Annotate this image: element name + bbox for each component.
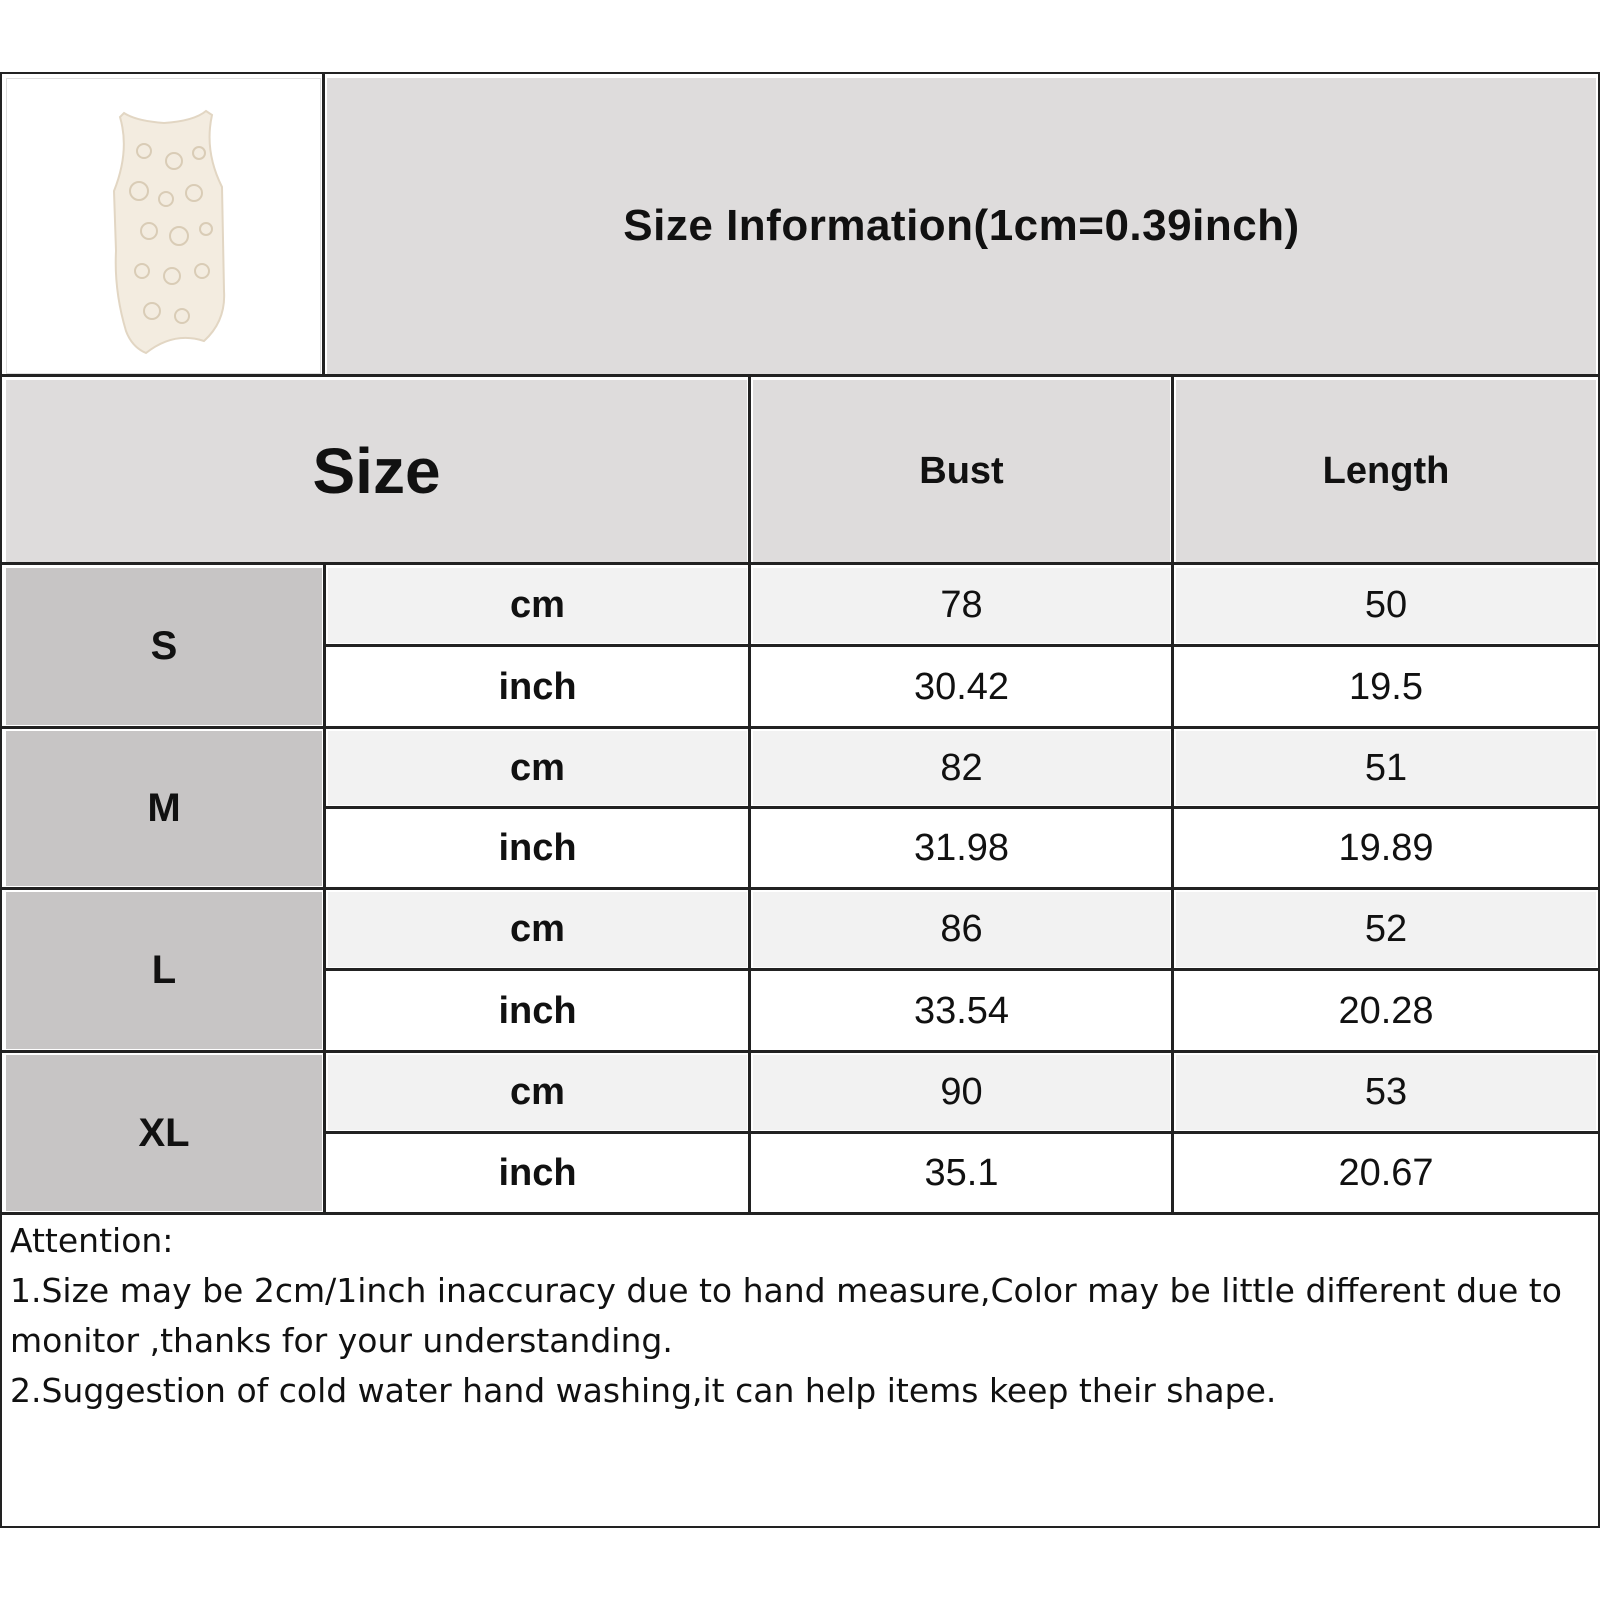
unit-cell: cm (328, 731, 747, 805)
size-label-s: S (6, 568, 322, 725)
length-value: 53 (1176, 1055, 1596, 1130)
bust-value: 31.98 (753, 811, 1170, 886)
unit-cell: cm (328, 568, 747, 643)
notes-line-1: 1.Size may be 2cm/1inch inaccuracy due to hand measure,Color may be little different due to monitor ,thanks for your understanding. (10, 1271, 1562, 1360)
bust-value: 78 (753, 568, 1170, 643)
grid-line (2, 1050, 1598, 1053)
grid-line (748, 374, 751, 1213)
vest-illustration (54, 91, 274, 361)
grid-line (1171, 374, 1174, 1213)
grid-line (2, 562, 1598, 565)
size-chart (0, 72, 1600, 1528)
length-value: 19.5 (1176, 649, 1596, 725)
unit-cell: cm (328, 892, 747, 967)
bust-value: 35.1 (753, 1136, 1170, 1211)
bust-value: 33.54 (753, 973, 1170, 1049)
length-value: 19.89 (1176, 811, 1596, 886)
grid-line (2, 374, 1598, 377)
grid-line (323, 644, 1598, 647)
bust-value: 82 (753, 731, 1170, 805)
title-cell (327, 78, 1596, 374)
length-value: 52 (1176, 892, 1596, 967)
grid-line (322, 74, 325, 374)
unit-cell: cm (328, 1055, 747, 1130)
page-title: Size Information(1cm=0.39inch) (623, 201, 1300, 250)
product-image (6, 78, 321, 374)
length-value: 20.67 (1176, 1136, 1596, 1211)
header-size: Size (6, 380, 747, 562)
length-value: 51 (1176, 731, 1596, 805)
grid-line (323, 968, 1598, 971)
unit-cell: inch (328, 1136, 747, 1211)
unit-cell: inch (328, 811, 747, 886)
unit-cell: inch (328, 649, 747, 725)
grid-line (323, 1131, 1598, 1134)
grid-line (323, 806, 1598, 809)
bust-value: 86 (753, 892, 1170, 967)
bust-value: 30.42 (753, 649, 1170, 725)
unit-cell: inch (328, 973, 747, 1049)
header-length: Length (1176, 380, 1596, 562)
length-value: 20.28 (1176, 973, 1596, 1049)
size-label-l: L (6, 892, 322, 1049)
attention-notes (10, 1216, 1596, 1416)
grid-line (2, 1212, 1598, 1215)
header-bust: Bust (753, 380, 1170, 562)
size-label-m: M (6, 731, 322, 886)
grid-line (2, 887, 1598, 890)
grid-line (2, 726, 1598, 729)
notes-line-2: 2.Suggestion of cold water hand washing,it can help items keep their shape. (10, 1371, 1277, 1410)
size-label-xl: XL (6, 1055, 322, 1211)
length-value: 50 (1176, 568, 1596, 643)
bust-value: 90 (753, 1055, 1170, 1130)
notes-heading: Attention: (10, 1221, 174, 1260)
